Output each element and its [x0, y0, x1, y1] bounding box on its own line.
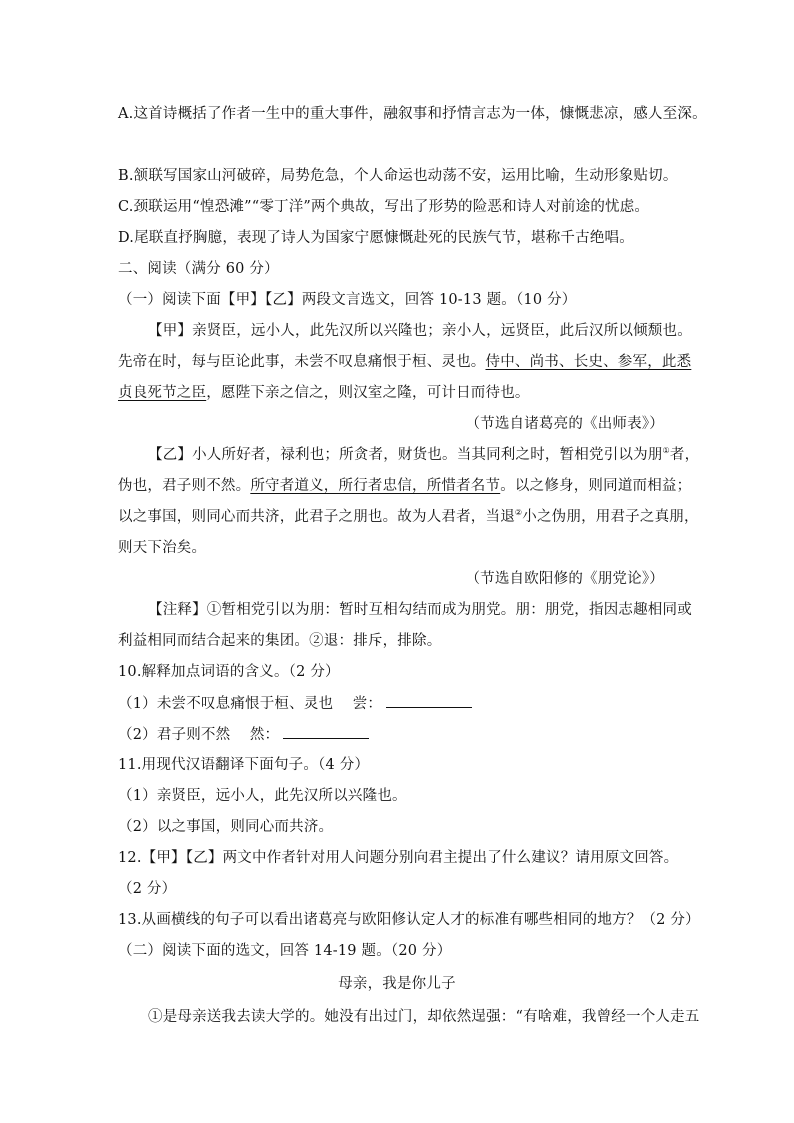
- question-11-sub-1: （1）亲贤臣，远小人，此先汉所以兴隆也。: [118, 788, 407, 804]
- choice-a: A.这首诗概括了作者一生中的重大事件，融叙事和抒情言志为一体，慷慨悲凉，感人至深。: [118, 106, 707, 122]
- part1-heading: （一）阅读下面【甲】【乙】两段文言选文，回答 10-13 题。（10 分）: [118, 292, 577, 308]
- passage-yi-line-2: [118, 476, 754, 496]
- passage-yi-text: 以之事国，则同心而共济，此君子之朋也。故为人君者，当退: [118, 509, 515, 525]
- question-10-sub-2-text: （2）君子则不然 然：: [118, 727, 280, 743]
- question-12-score: （2 分）: [118, 881, 177, 897]
- passage-yi-text: 伪也，君子则不然。: [118, 478, 251, 494]
- underlined-sentence-jia: 侍中、尚书、长史、参军，此悉: [485, 354, 692, 370]
- notes-line-1: 【注释】①暂相党引以为朋：暂时互相勾结而成为朋党。朋：朋党，指因志趣相同或: [148, 602, 692, 618]
- passage-jia-text: ，愿陛下亲之信之，则汉室之隆，可计日而待也。: [206, 385, 530, 401]
- underlined-sentence-yi: 所守者道义，所行者忠信，所惜者名节: [250, 478, 501, 494]
- notes-line-2: 利益相同而结合起来的集团。②退：排斥，排除。: [118, 633, 442, 649]
- choice-b: B.颔联写国家山河破碎，局势危急，个人命运也动荡不安，运用比喻，生动形象贴切。: [118, 168, 678, 184]
- part2-heading: （二）阅读下面的选文，回答 14-19 题。（20 分）: [118, 943, 452, 959]
- question-13: 13.从画横线的句子可以看出诸葛亮与欧阳修认定人才的标准有哪些相同的地方？（2 分）: [118, 912, 700, 928]
- passage-jia-text: 先帝在时，每与臣论此事，未尝不叹息痛恨于桓、灵也。: [118, 354, 486, 370]
- answer-blank-1[interactable]: [386, 693, 472, 708]
- note-marker-1: ①: [662, 446, 670, 455]
- passage-jia-source: （节选自诸葛亮的《出师表》）: [465, 416, 664, 432]
- article-title: 母亲，我是你儿子: [338, 976, 456, 992]
- passage-yi-line-1: [148, 445, 754, 465]
- passage-yi-text: 小之伪朋，用君子之真朋，: [522, 509, 699, 525]
- question-11: 11.用现代汉语翻译下面句子。（4 分）: [118, 757, 370, 773]
- passage-yi-line-4: 则天下治矣。: [118, 540, 207, 556]
- passage-yi-text: 。以之修身，则同道而相益；: [500, 478, 692, 494]
- article-paragraph-1: ①是母亲送我去读大学的。她没有出过门，却依然逞强：“有啥难，我曾经一个人走五: [148, 1009, 700, 1025]
- passage-jia-line-3: [118, 383, 754, 403]
- passage-yi-text: 【乙】小人所好者，禄利也；所贪者，财货也。当其同利之时，暂相党引以为朋: [148, 447, 663, 463]
- passage-jia-line-2: [118, 352, 754, 372]
- question-10-sub-1: [118, 693, 754, 714]
- question-11-sub-2: （2）以之事国，则同心而共济。: [118, 819, 334, 835]
- choice-d: D.尾联直抒胸臆，表现了诗人为国家宁愿慷慨赴死的民族气节，堪称千古绝唱。: [118, 230, 634, 246]
- question-10: 10.解释加点词语的含义。（2 分）: [118, 664, 340, 680]
- question-10-sub-1-text: （1）未尝不叹息痛恨于桓、灵也 尝：: [118, 696, 383, 712]
- passage-jia-line-1: 【甲】亲贤臣，远小人，此先汉所以兴隆也；亲小人，远贤臣，此后汉所以倾颓也。: [148, 323, 692, 339]
- note-marker-2: ②: [514, 508, 523, 517]
- passage-yi-source: （节选自欧阳修的《朋党论》）: [465, 571, 664, 587]
- passage-yi-text: 者，: [669, 447, 700, 463]
- underlined-sentence-jia-end: 贞良死节之臣: [118, 385, 207, 401]
- passage-yi-line-3: [118, 507, 754, 527]
- question-10-sub-2: [118, 724, 754, 745]
- answer-blank-2[interactable]: [283, 724, 369, 739]
- section-title: 二、阅读（满分 60 分）: [118, 261, 279, 277]
- question-12: 12.【甲】【乙】两文中作者针对用人问题分别向君主提出了什么建议？请用原文回答。: [118, 850, 679, 866]
- choice-c: C.颈联运用“惶恐滩”“零丁洋”两个典故，写出了形势的险恶和诗人对前途的忧虑。: [118, 199, 650, 215]
